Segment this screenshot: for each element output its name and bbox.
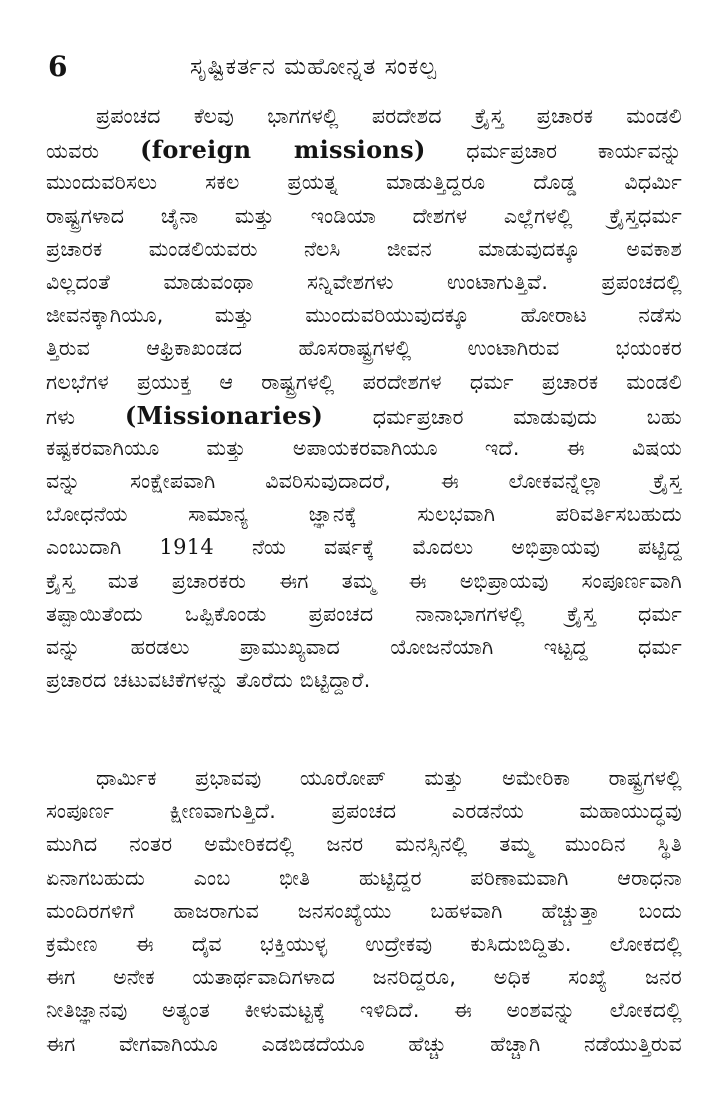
- text-line: ನೀತಿಜ್ಞಾನವು ಅತ್ಯಂತ ಕೀಳುಮಟ್ಟಕ್ಕೆ ಇಳಿದಿದೆ. ಈ ಅಂಶವನ್ನು ಲೋಕದಲ್ಲಿ: [46, 998, 682, 1023]
- text-run: ಧರ್ಮಪ್ರಚಾರ ಕಾರ್ಯವನ್ನು: [425, 139, 682, 164]
- text-line: ಈಗ ಅನೇಕ ಯತಾರ್ಥವಾದಿಗಳಾದ ಜನರಿದ್ದರೂ, ಅಧಿಕ ಸಂಖ್ಯೆ ಜನರ: [46, 965, 682, 990]
- text-line: ಗಲಭೆಗಳ ಪ್ರಯುಕ್ತ ಆ ರಾಷ್ಟ್ರಗಳಲ್ಲಿ ಪರದೇಶಗಳ ಧರ್ಮ ಪ್ರಚಾರಕ ಮಂಡಲಿ: [46, 369, 682, 394]
- text-line: ತಪ್ಪಾಯಿತೆಂದು ಒಪ್ಪಿಕೊಂಡು ಪ್ರಪಂಚದ ನಾನಾಭಾಗಗಳಲ್ಲಿ ಕ್ರೈಸ್ತ ಧರ್ಮ: [46, 601, 682, 626]
- page-header: [40, 48, 680, 88]
- text-line: ವನ್ನು ಹರಡಲು ಪ್ರಾಮುಖ್ಯವಾದ ಯೋಜನೆಯಾಗಿ ಇಟ್ಟದ್ದ ಧರ್ಮ: [46, 635, 682, 659]
- text-line: ಕಷ್ಟಕರವಾಗಿಯೂ ಮತ್ತು ಅಪಾಯಕರವಾಗಿಯೂ ಇದೆ. ಈ ವಿಷಯ: [46, 435, 682, 460]
- text-line: ವನ್ನು ಸಂಕ್ಷೇಪವಾಗಿ ವಿವರಿಸುವುದಾದರೆ, ಈ ಲೋಕವನ್ನೆಲ್ಲಾ ಕ್ರೈಸ್ತ: [46, 469, 682, 494]
- text-line: ಮಂದಿರಗಳಿಗೆ ಹಾಜರಾಗುವ ಜನಸಂಖ್ಯೆಯು ಬಹಳವಾಗಿ ಹೆಚ್ಚುತ್ತಾ ಬಂದು: [46, 898, 682, 923]
- running-title: ಸೃಷ್ಟಿಕರ್ತನ ಮಹೋನ್ನತ ಸಂಕಲ್ಪ: [190, 54, 438, 80]
- text-line: ಸಂಪೂರ್ಣ ಕ್ಷೀಣವಾಗುತ್ತಿದೆ. ಪ್ರಪಂಚದ ಎರಡನೆಯ ಮಹಾಯುದ್ಧವು: [46, 799, 682, 824]
- year-number: 1914: [159, 535, 215, 560]
- text-line: ಪ್ರಪಂಚದ ಕೆಲವು ಭಾಗಗಳಲ್ಲಿ ಪರದೇಶದ ಕ್ರೈಸ್ತ ಪ್ರಚಾರಕ ಮಂಡಲಿ: [96, 104, 682, 128]
- text-line: ಕ್ರಮೇಣ ಈ ದೈವ ಭಕ್ತಿಯುಳ್ಳ ಉದ್ರೇಕವು ಕುಸಿದುಬಿದ್ದಿತು. ಲೋಕದಲ್ಲಿ: [46, 931, 682, 956]
- text-line: [46, 531, 682, 564]
- english-term: (Missionaries): [124, 400, 324, 430]
- text-line: ಮುಂದುವರಿಸಲು ಸಕಲ ಪ್ರಯತ್ನ ಮಾಡುತ್ತಿದ್ದರೂ ದೊಡ್ಡ ವಿಧರ್ಮಿ: [46, 170, 682, 195]
- paragraph-2: [46, 762, 682, 1061]
- text-line: ತ್ತಿರುವ ಆಫ್ರಿಕಾಖಂಡದ ಹೊಸರಾಷ್ಟ್ರಗಳಲ್ಲಿ ಉಂಟಾಗಿರುವ ಭಯಂಕರ: [46, 336, 682, 361]
- text-line: ಪ್ರಚಾರಕ ಮಂಡಲಿಯವರು ನೆಲಸಿ ಜೀವನ ಮಾಡುವುದಕ್ಕೂ ಅವಕಾಶ: [46, 236, 682, 261]
- text-run: ಗಳು: [46, 404, 125, 429]
- page-number: 6: [48, 50, 68, 83]
- text-line: [46, 399, 682, 432]
- text-line: ಈಗ ವೇಗವಾಗಿಯೂ ಎಡಬಿಡದೆಯೂ ಹೆಚ್ಚು ಹೆಚ್ಚಾಗಿ ನಡೆಯುತ್ತಿರುವ: [46, 1031, 682, 1056]
- text-line: ಏನಾಗಬಹುದು ಎಂಬ ಭೀತಿ ಹುಟ್ಟಿದ್ದರ ಪರಿಣಾಮವಾಗಿ ಆರಾಧನಾ: [46, 865, 682, 890]
- text-line: ಧಾರ್ಮಿಕ ಪ್ರಭಾವವು ಯೂರೋಪ್ ಮತ್ತು ಅಮೇರಿಕಾ ರಾಷ್ಟ್ರಗಳಲ್ಲಿ: [96, 766, 682, 790]
- english-term: (foreign missions): [140, 135, 426, 165]
- text-line: ರಾಷ್ಟ್ರಗಳಾದ ಚೈನಾ ಮತ್ತು ಇಂಡಿಯಾ ದೇಶಗಳ ಎಲ್ಲೆಗಳಲ್ಲಿ ಕ್ರೈಸ್ತಧರ್ಮ: [46, 203, 682, 228]
- text-line: ಜೀವನಕ್ಕಾಗಿಯೂ, ಮತ್ತು ಮುಂದುವರಿಯುವುದಕ್ಕೂ ಹೋರಾಟ ನಡೆಸು: [46, 303, 682, 328]
- text-run: ನೆಯ ವರ್ಷಕ್ಕೆ ಮೊದಲು ಅಭಿಪ್ರಾಯವು ಪಟ್ಟಿದ್ದ: [214, 535, 682, 560]
- text-line: ಬೋಧನೆಯ ಸಾಮಾನ್ಯ ಜ್ಞಾನಕ್ಕೆ ಸುಲಭವಾಗಿ ಪರಿವರ್ತಿಸಬಹುದು: [46, 502, 682, 527]
- text-run: ಎಂಬುದಾಗಿ: [46, 535, 160, 560]
- text-line: ಕ್ರೈಸ್ತ ಮತ ಪ್ರಚಾರಕರು ಈಗ ತಮ್ಮ ಈ ಅಭಿಪ್ರಾಯವು ಸಂಪೂರ್ಣವಾಗಿ: [46, 568, 682, 593]
- text-line: ಮುಗಿದ ನಂತರ ಅಮೇರಿಕದಲ್ಲಿ ಜನರ ಮನಸ್ಸಿನಲ್ಲಿ ತಮ್ಮ ಮುಂದಿನ ಸ್ಥಿತಿ: [46, 832, 682, 857]
- paragraph-1: [46, 100, 682, 697]
- text-line: ಪ್ರಚಾರದ ಚಟುವಟಿಕೆಗಳನ್ನು ತೊರೆದು ಬಿಟ್ಟಿದ್ದಾರೆ.: [46, 668, 371, 693]
- text-run: ಯವರು: [46, 139, 141, 164]
- text-run: ಧರ್ಮಪ್ರಚಾರ ಮಾಡುವುದು ಬಹು: [323, 404, 682, 429]
- text-line: ವಿಲ್ಲದಂತೆ ಮಾಡುವಂಥಾ ಸನ್ನಿವೇಶಗಳು ಉಂಟಾಗುತ್ತಿವೆ. ಪ್ರಪಂಚದಲ್ಲಿ: [46, 269, 682, 294]
- text-line: [46, 133, 682, 166]
